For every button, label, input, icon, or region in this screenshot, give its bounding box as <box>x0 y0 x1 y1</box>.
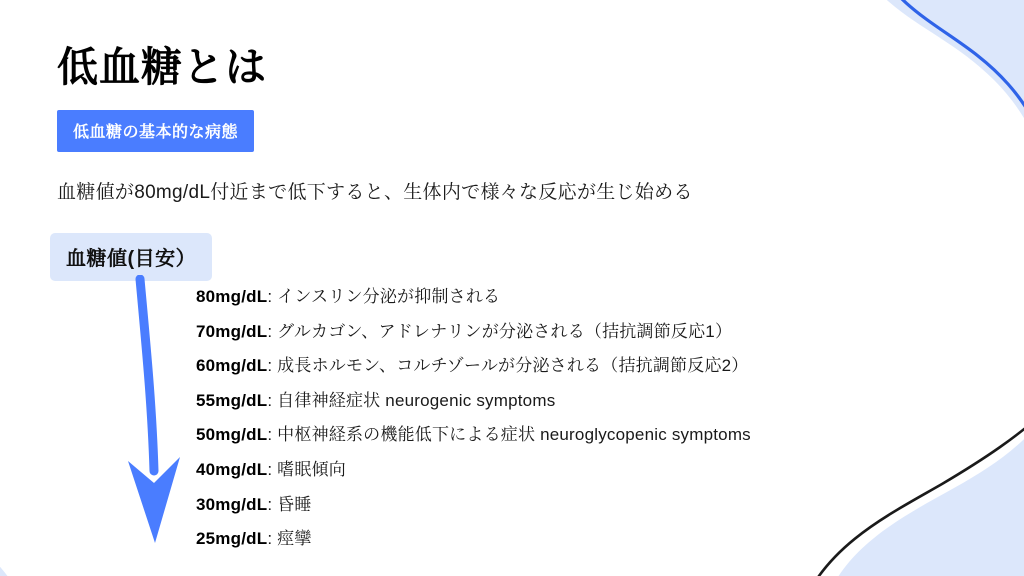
level-separator: : <box>267 287 278 306</box>
glucose-level-list <box>196 280 1006 557</box>
page-title: 低血糖とは <box>57 44 267 90</box>
list-item <box>196 453 1006 488</box>
level-description: 成長ホルモン、コルチゾールが分泌される（拮抗調節反応2） <box>277 356 749 376</box>
section-badge: 血糖値(目安） <box>50 233 212 281</box>
level-value: 50mg/dL <box>196 425 268 445</box>
level-description: 中枢神経系の機能低下による症状 neuroglycopenic symptoms <box>277 425 751 445</box>
level-description: インスリン分泌が抑制される <box>277 287 501 306</box>
level-value: 80mg/dL <box>196 287 268 306</box>
down-arrow-icon <box>110 275 190 550</box>
level-separator: : <box>267 390 278 410</box>
level-separator: : <box>267 321 278 341</box>
level-description: 自律神経症状 neurogenic symptoms <box>277 390 556 410</box>
level-value: 30mg/dL <box>196 494 268 514</box>
level-value: 25mg/dL <box>196 529 268 549</box>
level-value: 60mg/dL <box>196 356 268 376</box>
list-item <box>196 488 1006 523</box>
level-separator: : <box>267 425 278 445</box>
list-item <box>196 384 1006 419</box>
decorative-shape-top-right <box>794 0 1024 190</box>
lead-paragraph: 血糖値が80mg/dL付近まで低下すると、生体内で様々な反応が生じ始める <box>57 182 693 203</box>
list-item <box>196 315 1006 350</box>
decorative-shape-bottom-left <box>0 506 80 576</box>
level-separator: : <box>267 459 278 479</box>
level-value: 55mg/dL <box>196 390 268 410</box>
level-description: 嗜眠傾向 <box>277 459 346 479</box>
level-description: 痙攣 <box>277 529 312 549</box>
list-item <box>196 280 1006 315</box>
level-value: 70mg/dL <box>196 321 268 341</box>
subtitle-badge: 低血糖の基本的な病態 <box>57 110 254 152</box>
level-separator: : <box>267 494 278 514</box>
level-separator: : <box>267 356 278 376</box>
level-description: 昏睡 <box>277 494 312 514</box>
list-item <box>196 522 1006 557</box>
list-item <box>196 418 1006 453</box>
level-separator: : <box>267 529 278 549</box>
level-description: グルカゴン、アドレナリンが分泌される（拮抗調節反応1） <box>277 321 733 341</box>
level-value: 40mg/dL <box>196 459 268 479</box>
list-item <box>196 349 1006 384</box>
